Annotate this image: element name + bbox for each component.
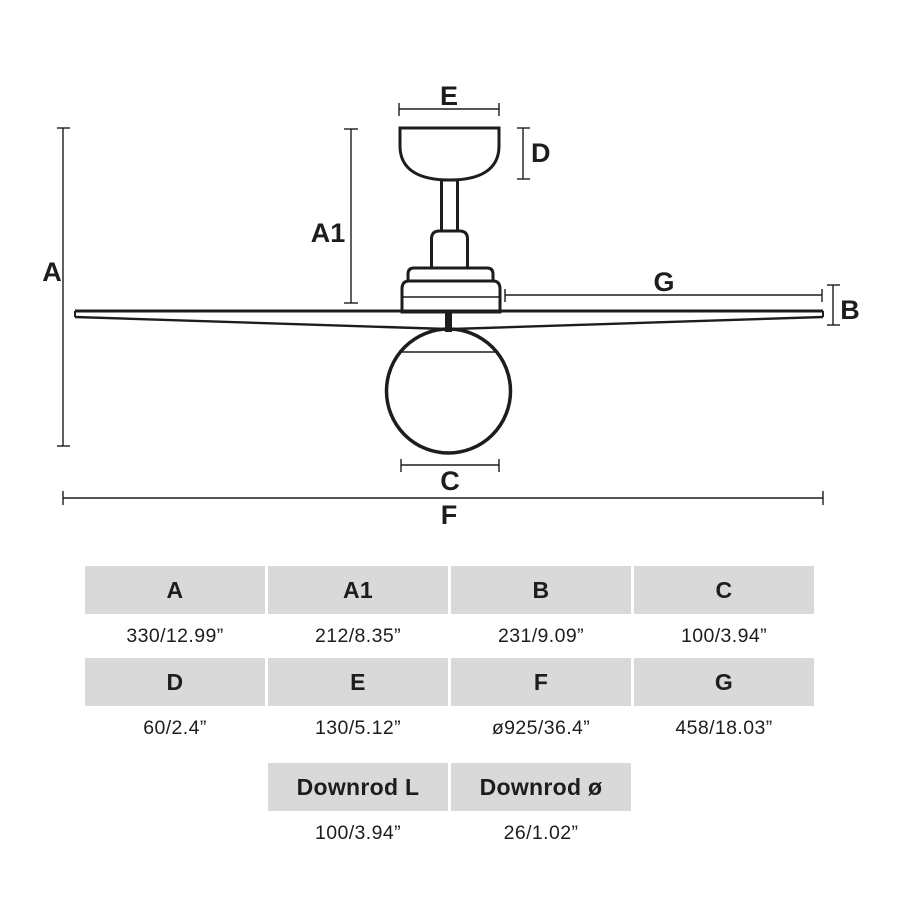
spec-value-c: 100/3.94” xyxy=(681,624,767,647)
spec-value-e: 130/5.12” xyxy=(315,716,401,739)
spec-value-downrod-l: 100/3.94” xyxy=(315,821,401,844)
spec-header-d: D xyxy=(85,658,265,706)
dim-label-c: C xyxy=(440,466,460,496)
spec-value-a: 330/12.99” xyxy=(126,624,224,647)
blade-left-bottom-edge xyxy=(75,317,447,329)
dim-b xyxy=(827,285,840,325)
dim-label-b: B xyxy=(840,295,860,325)
fan-outline xyxy=(75,128,823,453)
spec-header-downrod-diameter: Downrod ø xyxy=(451,763,631,811)
blade-right-bottom-edge xyxy=(452,317,823,329)
spec-value-a1: 212/8.35” xyxy=(315,624,401,647)
spec-header-a1: A1 xyxy=(268,566,448,614)
spec-header-g: G xyxy=(634,658,814,706)
dim-label-d: D xyxy=(531,138,551,168)
dim-d xyxy=(517,128,530,179)
dim-a1 xyxy=(344,129,358,303)
dim-label-a: A xyxy=(42,257,62,287)
dim-label-e: E xyxy=(439,81,459,111)
dim-a xyxy=(57,128,70,446)
spec-header-b: B xyxy=(451,566,631,614)
spec-header-c: C xyxy=(634,566,814,614)
spec-table xyxy=(85,566,814,855)
spec-header-e: E xyxy=(268,658,448,706)
spec-header-f: F xyxy=(451,658,631,706)
spec-value-d: 60/2.4” xyxy=(143,716,207,739)
spec-header-a: A xyxy=(85,566,265,614)
spec-value-b: 231/9.09” xyxy=(498,624,584,647)
spec-value-downrod-diameter: 26/1.02” xyxy=(503,821,579,844)
dim-label-g: G xyxy=(653,267,675,297)
light-globe xyxy=(387,329,511,453)
canopy xyxy=(400,128,499,180)
dim-label-f: F xyxy=(440,500,458,530)
downrod-coupler xyxy=(432,231,468,272)
spec-header-downrod-l: Downrod L xyxy=(268,763,448,811)
dim-label-a1: A1 xyxy=(310,218,346,248)
spec-value-g: 458/18.03” xyxy=(675,716,773,739)
spec-value-f: ø925/36.4” xyxy=(491,716,591,739)
downrod xyxy=(442,180,458,232)
